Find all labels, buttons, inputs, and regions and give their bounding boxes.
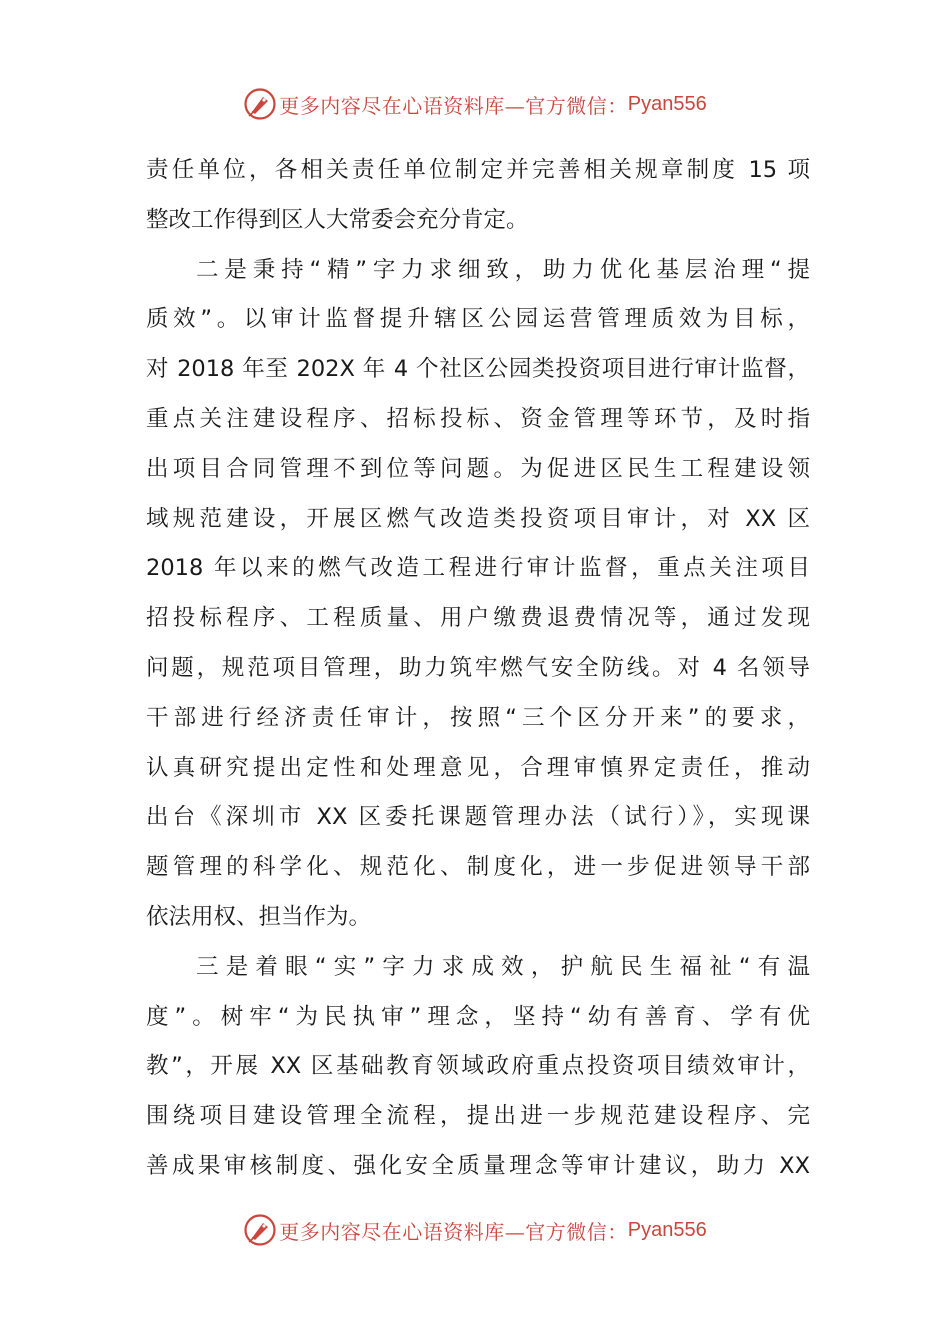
- document-body: [146, 146, 810, 1192]
- text-line: 围绕项目建设管理全流程，提出进一步规范建设程序、完: [146, 1103, 810, 1130]
- text-line: 认真研究提出定性和处理意见，合理审慎界定责任，推动: [146, 754, 810, 781]
- header-watermark-banner: [0, 82, 950, 126]
- pen-nib-circle-icon: [243, 87, 277, 121]
- banner-wechat-id: Pyan556: [627, 1218, 707, 1241]
- banner-slogan: 更多内容尽在心语资料库—官方微信：: [279, 93, 628, 118]
- text-line: 质效”。以审计监督提升辖区公园运营管理质效为目标，: [146, 306, 810, 333]
- banner-wechat-id: Pyan556: [627, 92, 707, 115]
- text-line: 教”，开展 XX 区基础教育领域政府重点投资项目绩效审计，: [146, 1053, 810, 1080]
- text-line: 责任单位，各相关责任单位制定并完善相关规章制度 15 项: [146, 157, 810, 183]
- pen-nib-circle-icon: [243, 1213, 277, 1247]
- paragraph-2: [146, 246, 810, 943]
- text-line: 三是着眼“实”字力求成效，护航民生福祉“有温: [196, 953, 810, 980]
- text-line: 出项目合同管理不到位等问题。为促进区民生工程建设领: [146, 455, 810, 482]
- footer-watermark-banner: [0, 1208, 950, 1252]
- text-line: 对 2018 年至 202X 年 4 个社区公园类投资项目进行审计监督，: [146, 356, 810, 383]
- text-line: 2018 年以来的燃气改造工程进行审计监督，重点关注项目: [146, 555, 810, 582]
- banner-slogan: 更多内容尽在心语资料库—官方微信：: [279, 1219, 628, 1244]
- text-line: 整改工作得到区人大常委会充分肯定。: [146, 206, 529, 233]
- text-line: 度”。树牢“为民执审”理念，坚持“幼有善育、学有优: [146, 1003, 810, 1030]
- text-line: 干部进行经济责任审计，按照“三个区分开来”的要求，: [146, 704, 810, 731]
- text-line: 出台《深圳市 XX 区委托课题管理办法（试行）》，实现课: [146, 804, 810, 831]
- paragraph-1: [146, 146, 810, 246]
- text-line: 问题，规范项目管理，助力筑牢燃气安全防线。对 4 名领导: [146, 654, 810, 681]
- text-line: 二是秉持“精”字力求细致，助力优化基层治理“提: [196, 256, 810, 283]
- text-line: 域规范建设，开展区燃气改造类投资项目审计，对 XX 区: [146, 505, 810, 532]
- text-line: 题管理的科学化、规范化、制度化，进一步促进领导干部: [146, 854, 810, 881]
- text-line: 依法用权、担当作为。: [146, 903, 372, 930]
- text-line: 重点关注建设程序、招标投标、资金管理等环节，及时指: [146, 405, 810, 432]
- text-line: 善成果审核制度、强化安全质量理念等审计建议，助力 XX: [146, 1152, 810, 1179]
- text-line: 招投标程序、工程质量、用户缴费退费情况等，通过发现: [146, 605, 810, 632]
- paragraph-3: [146, 943, 810, 1192]
